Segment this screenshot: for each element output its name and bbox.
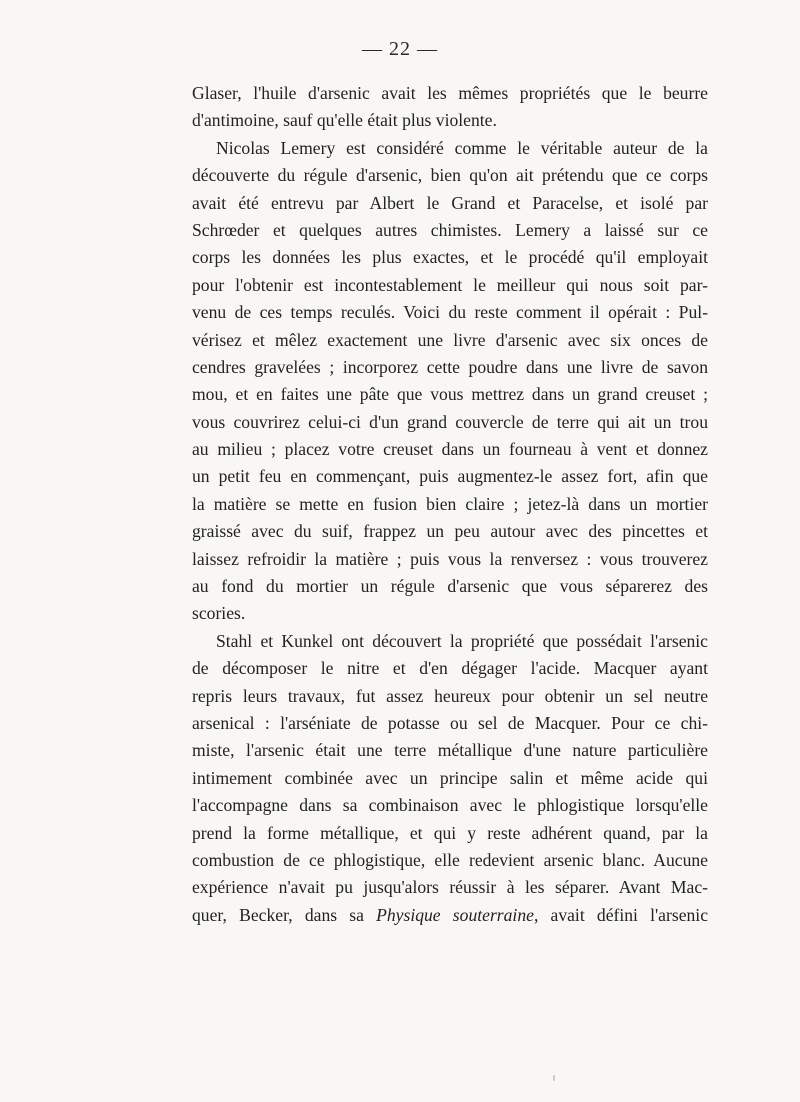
text-line: arsenical : l'arséniate de potasse ou sel de Macquer. Pour ce chi- (192, 712, 708, 733)
text-line: repris leurs travaux, fut assez heureux pour obtenir un sel neutre (192, 685, 708, 706)
text-line: vous couvrirez celui-ci d'un grand couvercle de terre qui ait un trou (192, 411, 708, 432)
text-line: Glaser, l'huile d'arsenic avait les mêmes propriétés que le beurre (192, 83, 708, 103)
text-line: combustion de ce phlogistique, elle redevient arsenic blanc. Aucune (192, 849, 708, 870)
text-line: au fond du mortier un régule d'arsenic que vous séparerez des (192, 576, 708, 597)
text-line: cendres gravelées ; incorporez cette poudre dans une livre de savon (192, 356, 708, 377)
text-line: de décomposer le nitre et d'en dégager l'acide. Macquer ayant (192, 658, 708, 679)
text-line: découverte du régule d'arsenic, bien qu'on ait prétendu que ce corps (192, 165, 708, 186)
text-line: vérisez et mêlez exactement une livre d'arsenic avec six onces de (192, 329, 708, 350)
text-line: graissé avec du suif, frappez un peu autour avec des pincettes et (192, 521, 708, 542)
text-line: avait été entrevu par Albert le Grand et Paracelse, et isolé par (192, 192, 708, 213)
text-line: Schrœder et quelques autres chimistes. Lemery a laissé sur ce (192, 219, 708, 240)
text-line: corps les données les plus exactes, et le procédé qu'il employait (192, 247, 708, 268)
text-fragment: quer, Becker, dans sa (192, 904, 364, 925)
body-text (192, 80, 708, 929)
paragraph-1 (192, 80, 708, 135)
text-line: laissez refroidir la matière ; puis vous la renversez : vous trouverez (192, 548, 708, 569)
text-line: intimement combinée avec un principe salin et même acide qui (192, 767, 708, 788)
text-line: d'antimoine, sauf qu'elle était plus violente. (192, 110, 497, 131)
text-line: miste, l'arsenic était une terre métallique d'une nature particulière (192, 740, 708, 761)
text-line: mou, et en faites une pâte que vous mettrez dans un grand creuset ; (192, 384, 708, 405)
text-line: expérience n'avait pu jusqu'alors réussir à les séparer. Avant Mac- (192, 877, 708, 898)
text-line: l'accompagne dans sa combinaison avec le phlogistique lorsqu'elle (192, 795, 708, 816)
paper-speck (553, 1075, 555, 1081)
text-line: la matière se mette en fusion bien claire ; jetez-là dans un mortier (192, 493, 708, 514)
text-line: prend la forme métallique, et qui y reste adhérent quand, par la (192, 822, 708, 843)
text-line: un petit feu en commençant, puis augmentez-le assez fort, afin que (192, 466, 708, 487)
text-line: pour l'obtenir est incontestablement le meilleur qui nous soit par- (192, 274, 708, 295)
page-number: — 22 — (362, 38, 438, 60)
text-line: Nicolas Lemery est considéré comme le véritable auteur de la (216, 137, 708, 158)
paragraph-2 (192, 135, 708, 628)
text-fragment: , avait défini l'arsenic (533, 904, 708, 925)
book-title: Physique souterraine (376, 904, 534, 925)
text-line: Stahl et Kunkel ont découvert la propriété que possédait l'arsenic (216, 630, 708, 651)
text-line-with-italic-title (192, 902, 708, 929)
paragraph-3 (192, 628, 708, 929)
text-line: venu de ces temps reculés. Voici du reste comment il opérait : Pul- (192, 302, 708, 323)
text-line: au milieu ; placez votre creuset dans un fourneau à vent et donnez (192, 439, 708, 460)
text-line: scories. (192, 603, 246, 624)
